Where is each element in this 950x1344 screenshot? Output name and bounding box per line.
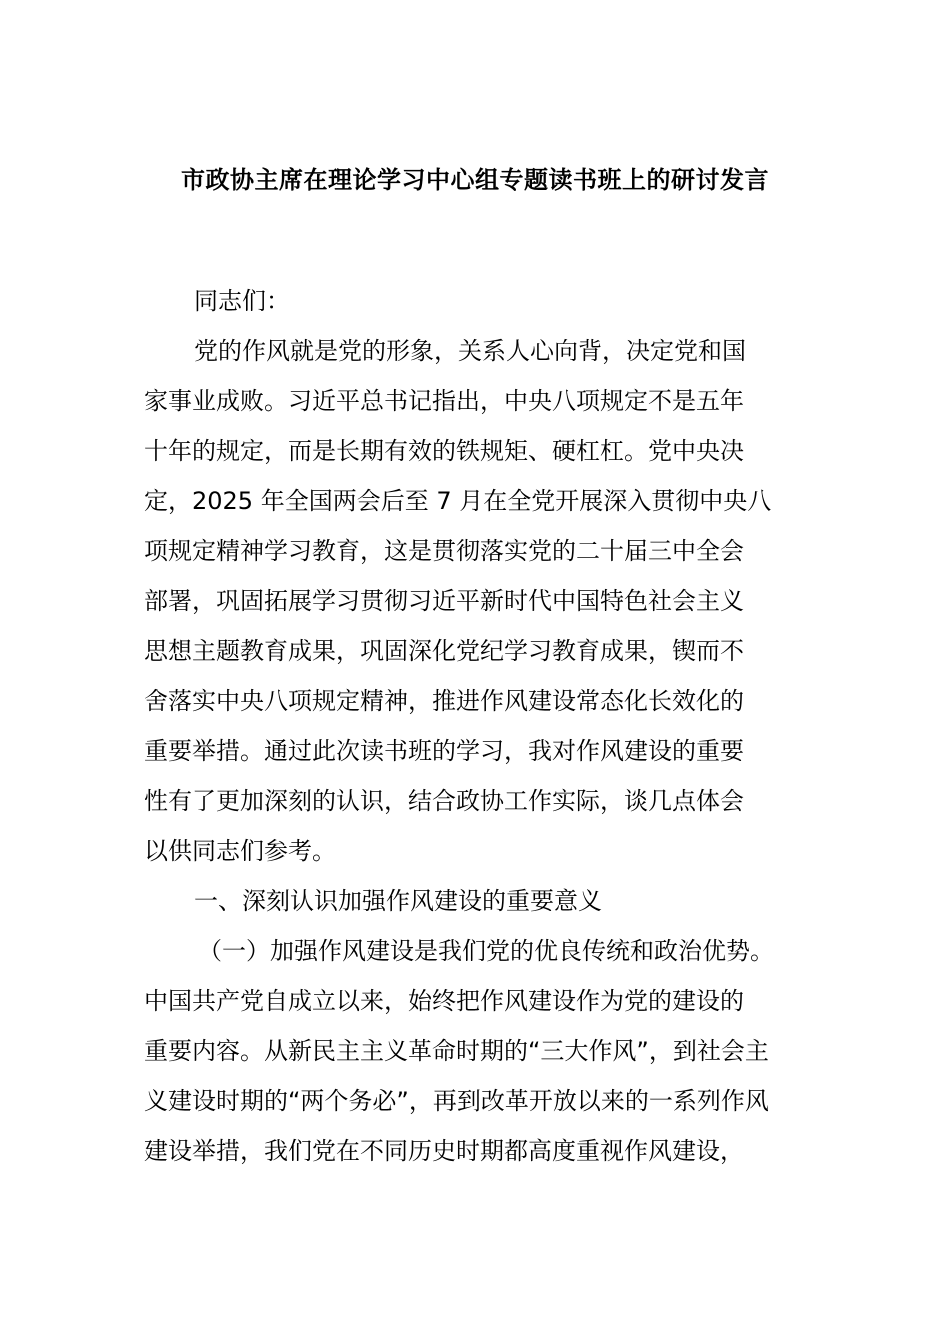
- paragraph-line: 家事业成败。习近平总书记指出，中央八项规定不是五年: [144, 387, 744, 415]
- document-title: 市政协主席在理论学习中心组专题读书班上的研讨发言: [181, 166, 769, 194]
- section-heading: 一、深刻认识加强作风建设的重要意义: [194, 887, 602, 915]
- paragraph-line: 十年的规定，而是长期有效的铁规矩、硬杠杠。党中央决: [144, 437, 744, 465]
- paragraph-line: 部署，巩固拓展学习贯彻习近平新时代中国特色社会主义: [144, 587, 744, 615]
- paragraph-line: 义建设时期的“两个务必”，再到改革开放以来的一系列作风: [144, 1087, 769, 1115]
- subsection-heading: （一）加强作风建设是我们党的优良传统和政治优势。: [198, 937, 774, 965]
- paragraph-line: 中国共产党自成立以来，始终把作风建设作为党的建设的: [144, 987, 744, 1015]
- paragraph-line: 重要举措。通过此次读书班的学习，我对作风建设的重要: [144, 737, 744, 765]
- document-body: [144, 276, 814, 1176]
- paragraph-line: 党的作风就是党的形象，关系人心向背，决定党和国: [194, 337, 746, 365]
- salutation: 同志们：: [194, 287, 290, 315]
- paragraph-line: 重要内容。从新民主主义革命时期的“三大作风”，到社会主: [144, 1037, 769, 1065]
- paragraph-line: 建设举措，我们党在不同历史时期都高度重视作风建设，: [144, 1137, 744, 1165]
- paragraph-line: 项规定精神学习教育，这是贯彻落实党的二十届三中全会: [144, 537, 744, 565]
- paragraph-line: 定，2025 年全国两会后至 7 月在全党开展深入贯彻中央八: [144, 487, 772, 515]
- paragraph-line: 以供同志们参考。: [144, 837, 336, 865]
- paragraph-line: 舍落实中央八项规定精神，推进作风建设常态化长效化的: [144, 687, 744, 715]
- paragraph-line: 性有了更加深刻的认识，结合政协工作实际，谈几点体会: [144, 787, 744, 815]
- paragraph-line: 思想主题教育成果，巩固深化党纪学习教育成果，锲而不: [144, 637, 744, 665]
